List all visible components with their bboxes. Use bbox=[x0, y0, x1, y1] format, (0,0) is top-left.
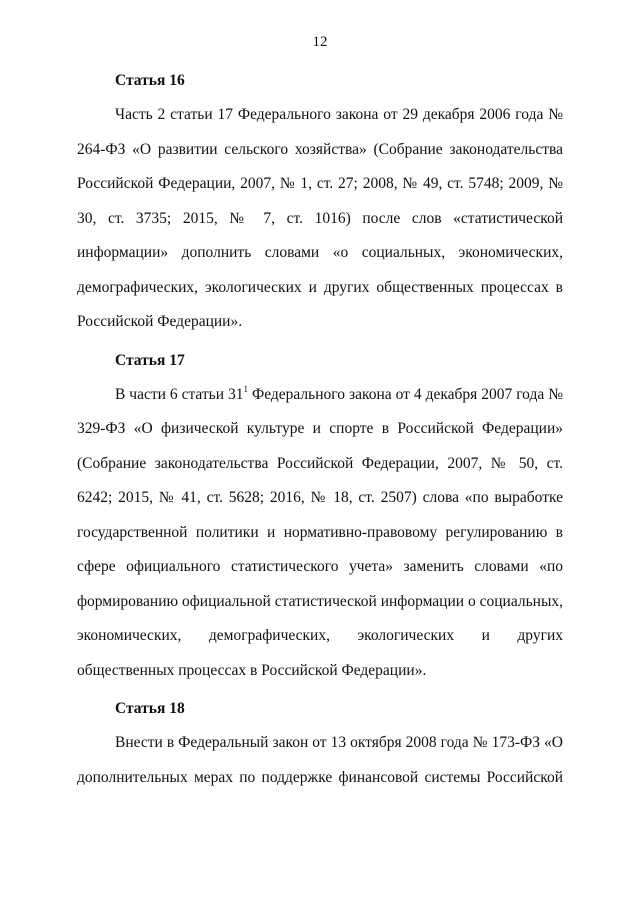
article-17-title: Статья 17 bbox=[115, 351, 185, 369]
page-number: 12 bbox=[312, 34, 328, 50]
article-18-text: Внести в Федеральный закон от 13 октября 2008 года № 173-ФЗ «О дополнительных мерах по поддержке финансовой системы Российской bbox=[77, 734, 563, 786]
article-16-title: Статья 16 bbox=[115, 72, 185, 89]
document-body bbox=[77, 64, 563, 795]
article-17-text bbox=[77, 378, 563, 689]
article-16-text: Часть 2 статьи 17 Федерального закона от 29 декабря 2006 года № 264-ФЗ «О развитии сельского хозяйства» (Собрание законодательства Российской Федерации, 2007, № 1, ст. 27; 2008, № 49, ст. 5748; 2009, № 30, ст. 3735; 2015, № 7, ст. 1016) после слов «статистической информации» дополнить словами «о социальных, экономических, демографических, экологических и других общественных процессах в Российской Федерации». bbox=[77, 106, 563, 330]
article-18-title: Статья 18 bbox=[115, 700, 185, 717]
article-17-text-start: В части 6 статьи 31 bbox=[115, 385, 244, 403]
article-17-text-rest: Федерального закона от 4 декабря 2007 года № 329-ФЗ «О физической культуре и спорте в Российской Федерации» (Собрание законодательства Российской Федерации, 2007, № 50, ст. 6242; 2015, № 41, ст. 5628; 2016, № 18, ст. 2507) слова «по выработке государственной политики и нормативно-правовому регулированию в сфере официального статистического учета» заменить словами «по формированию официальной статистической информации о социальных, экономических, демографических, экологических и других общественных процессах в Российской Федерации». bbox=[77, 385, 563, 679]
article-17-superscript: 1 bbox=[243, 383, 249, 394]
